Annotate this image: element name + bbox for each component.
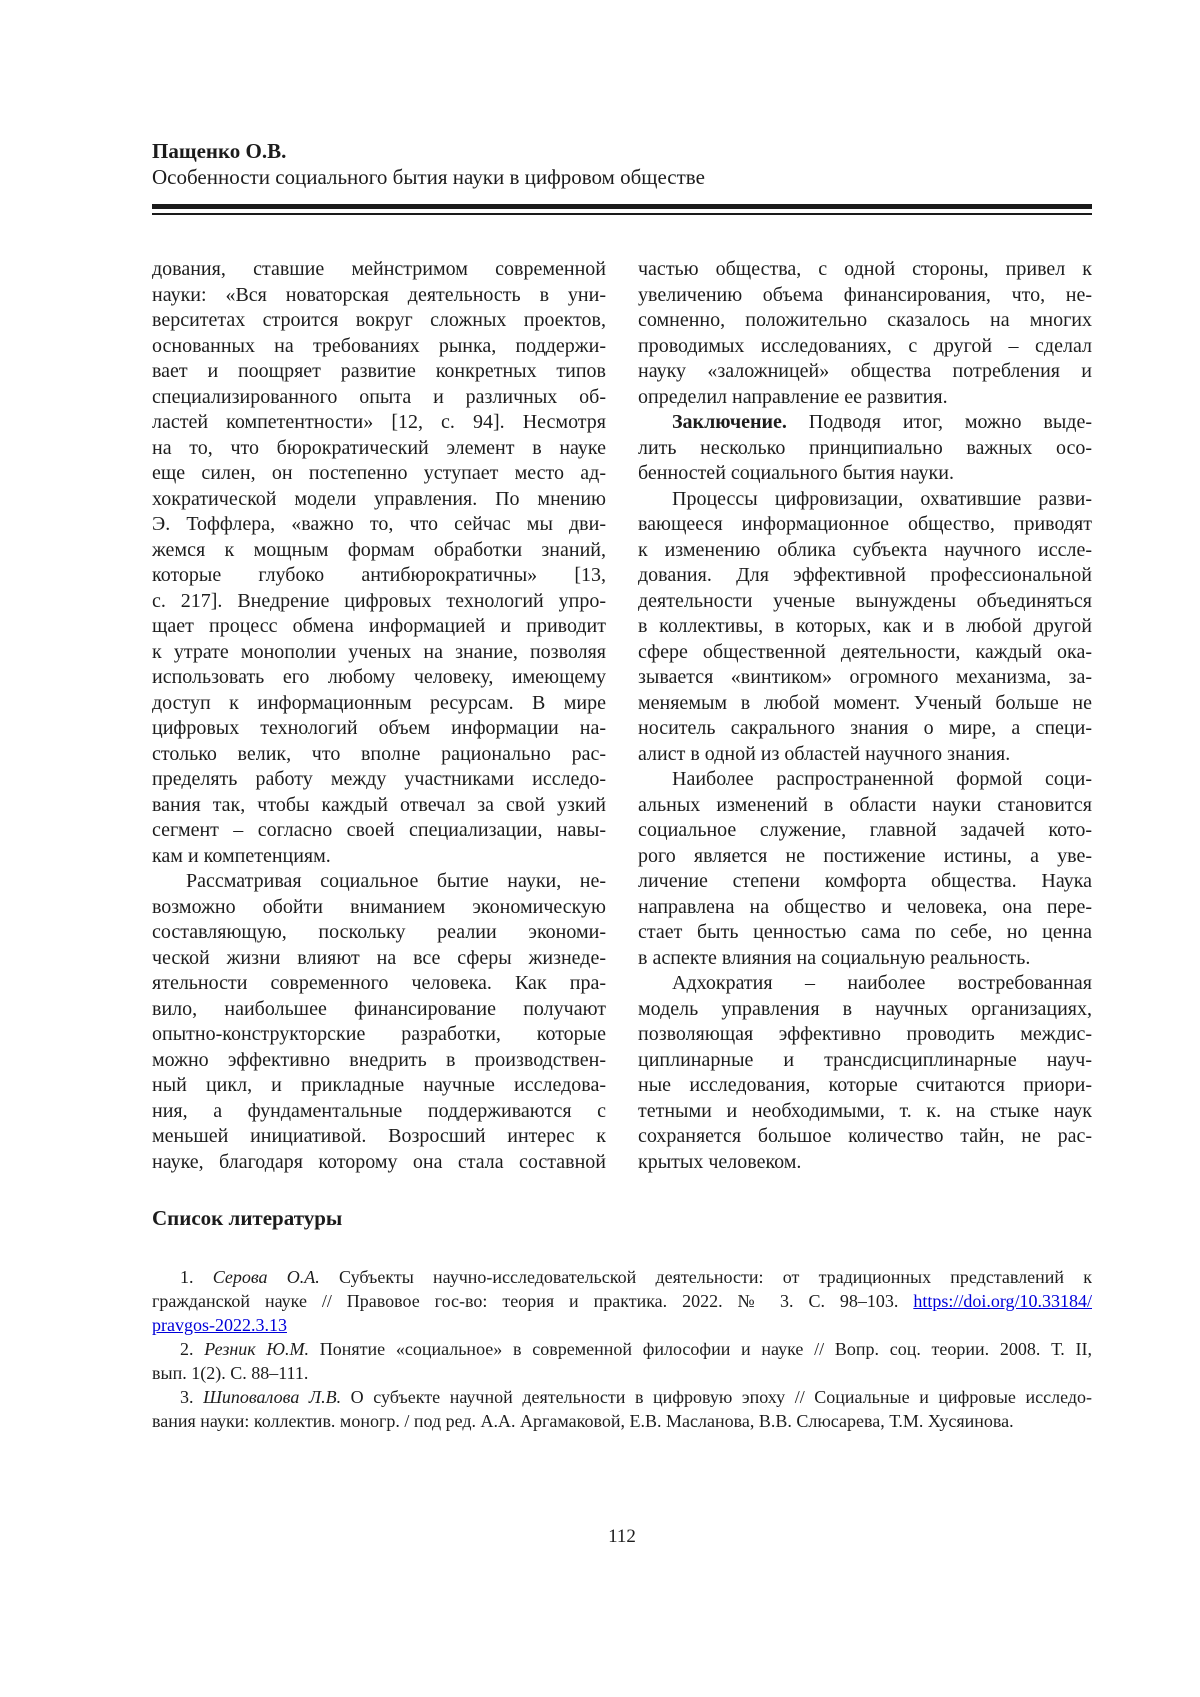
text-line: меняемым в любой момент. Ученый больше не (638, 691, 1092, 714)
text-line: увеличению объема финансирования, что, не- (638, 283, 1092, 306)
text-line: цифровых технологий объем информации на- (152, 717, 606, 739)
text-line: модель управления в научных организациях, (638, 997, 1092, 1020)
article-title: Особенности социального бытия науки в цифровом обществе (152, 165, 705, 189)
text-line: кам и компетенциям. (152, 844, 331, 867)
text-line: личение степени комфорта общества. Наука (638, 870, 1092, 892)
text-line: ческой жизни влияют на все сферы жизнеде- (152, 946, 606, 969)
reference-line (152, 1409, 1092, 1433)
text-line: ные исследования, которые считаются приори- (638, 1074, 1092, 1096)
text-line: основанных на требованиях рынка, поддержи- (152, 334, 606, 357)
left-column (152, 257, 606, 1175)
text-line: альных изменений в области науки становится (638, 793, 1092, 816)
text-line: социальное служение, главной задачей кото- (638, 819, 1092, 841)
text-segment: гражданской науке // Правовое гос-во: теория и практика. 2022. № 3. С. 98–103. (152, 1291, 914, 1311)
reference-author: Серова О.А. (212, 1267, 320, 1287)
text-line: направлена на общество и человека, она пере- (638, 895, 1092, 918)
references-section (152, 1265, 1092, 1433)
text-line: жемся к мощным формам обработки знаний, (152, 538, 606, 561)
reference-item (152, 1265, 1092, 1337)
text-line: щает процесс обмена информацией и приводит (152, 615, 606, 637)
text-line: с. 217]. Внедрение цифровых технологий упро- (152, 589, 606, 612)
text-segment: вып. 1(2). С. 88–111. (152, 1363, 309, 1383)
text-segment: 1. (180, 1267, 213, 1287)
reference-line (152, 1385, 1092, 1409)
reference-line (152, 1313, 1092, 1337)
text-line: которые глубоко антибюрократичны» [13, (152, 564, 606, 586)
text-line: проводимых исследованиях, с другой – сделал (638, 334, 1092, 357)
paragraph (638, 410, 1092, 487)
text-segment: Подводя итог, можно выде- (786, 411, 1092, 433)
body-columns (152, 257, 1092, 1175)
text-segment: 2. (180, 1339, 205, 1359)
text-line: тетными и необходимыми, т. к. на стыке наук (638, 1099, 1092, 1122)
reference-item (152, 1385, 1092, 1433)
text-line: в аспекте влияния на социальную реальность. (638, 946, 1031, 969)
text-line: на то, что бюрократический элемент в науке (152, 436, 606, 459)
text-line: возможно обойти вниманием экономическую (152, 895, 606, 918)
text-line: частью общества, с одной стороны, привел к (638, 258, 1092, 280)
text-line: Наиболее распространенной формой соци- (672, 768, 1092, 790)
text-segment: вания науки: коллектив. моногр. / под ред. А.А. Аргамаковой, Е.В. Масланова, В.В. Слюсарева, Т.М. Хусяинова. (152, 1411, 1014, 1431)
text-line: позволяющая эффективно проводить междис- (638, 1023, 1092, 1045)
text-line: опытно-конструкторские разработки, которые (152, 1023, 606, 1045)
text-line: Процессы цифровизации, охватившие разви- (672, 487, 1092, 510)
text-line: еще силен, он постепенно уступает место ад- (152, 462, 606, 484)
text-line: крытых человеком. (638, 1150, 802, 1173)
run-in-heading: Заключение. (672, 411, 787, 433)
text-line: к изменению облика субъекта научного иссле- (638, 538, 1092, 561)
text-line: сохраняется большое количество тайн, не рас- (638, 1125, 1092, 1147)
text-line (638, 410, 1092, 436)
text-line: алист в одной из областей научного знания. (638, 742, 1011, 765)
text-line: сфере общественной деятельности, каждый ока- (638, 640, 1092, 663)
paragraph (152, 257, 606, 869)
references-heading: Список литературы (152, 1206, 343, 1230)
text-line: меньшей инициативой. Возросший интерес к (152, 1125, 606, 1147)
text-line: дования, ставшие мейнстримом современной (152, 258, 606, 280)
header-rule (152, 204, 1092, 215)
text-segment: 3. (180, 1387, 204, 1407)
doi-link[interactable]: pravgos-2022.3.13 (152, 1315, 287, 1335)
text-segment: О субъекте научной деятельности в цифровую эпоху // Социальные и цифровые исследо- (341, 1387, 1093, 1407)
reference-item (152, 1337, 1092, 1385)
doi-link[interactable]: https://doi.org/10.33184/ (913, 1291, 1092, 1311)
text-line: науки: «Вся новаторская деятельность в уни- (152, 283, 606, 306)
text-line: Э. Тоффлера, «важно то, что сейчас мы дви- (152, 513, 606, 535)
text-line: бенностей социального бытия науки. (638, 462, 954, 484)
text-line: использовать его любому человеку, имеющему (152, 666, 606, 688)
reference-line (152, 1337, 1092, 1361)
text-line: в коллективы, в которых, как и в любой другой (638, 615, 1092, 637)
text-line: рого является не постижение истины, а уве- (638, 844, 1092, 867)
text-line: вающееся информационное общество, приводят (638, 513, 1092, 535)
article-header (152, 138, 1092, 215)
text-segment: Субъекты научно-исследовательской деятельности: от традиционных представлений к (319, 1267, 1093, 1287)
text-line: носитель сакрального знания о мире, а специ- (638, 717, 1092, 739)
text-line: ластей компетентности» [12, с. 94]. Несмотря (152, 411, 606, 433)
text-line: пределять работу между участниками исследо- (152, 768, 606, 790)
reference-author: Шиповалова Л.В. (203, 1387, 342, 1407)
reference-author: Резник Ю.М. (204, 1339, 309, 1359)
text-line: определил направление ее развития. (638, 385, 948, 408)
text-line: сегмент – согласно своей специализации, навы- (152, 819, 606, 841)
text-line: лить несколько принципиально важных осо- (638, 436, 1092, 459)
text-line: зывается «винтиком» огромного механизма, за- (638, 666, 1092, 688)
paragraph (152, 869, 606, 1175)
author-name: Пащенко О.В. (152, 139, 287, 163)
paragraph (638, 971, 1092, 1175)
text-line: Рассматривая социальное бытие науки, не- (186, 870, 606, 892)
text-line: дования. Для эффективной профессиональной (638, 564, 1092, 586)
text-line: циплинарные и трансдисциплинарные науч- (638, 1048, 1092, 1071)
text-line: ный цикл, и прикладные научные исследова- (152, 1074, 606, 1096)
text-line: Адхократия – наиболее востребованная (672, 972, 1092, 994)
text-line: специализированного опыта и различных об- (152, 385, 606, 408)
text-line: составляющую, поскольку реалии экономи- (152, 921, 606, 943)
paragraph (638, 487, 1092, 768)
text-line: столько велик, что вполне рационально рас- (152, 742, 606, 765)
page-number: 112 (608, 1526, 636, 1547)
text-line: стает быть ценностью сама по себе, но ценна (638, 921, 1092, 943)
text-line: науку «заложницей» общества потребления и (638, 360, 1092, 382)
text-line: вило, наибольшее финансирование получают (152, 997, 606, 1020)
right-column (638, 257, 1092, 1175)
paragraph (638, 257, 1092, 410)
reference-line (152, 1361, 1092, 1385)
text-line: верситетах строится вокруг сложных проектов, (152, 309, 606, 331)
text-line: ятельности современного человека. Как пра- (152, 972, 606, 994)
text-line: к утрате монополии ученых на знание, позволяя (152, 640, 606, 663)
paragraph (638, 767, 1092, 971)
text-line: хократической модели управления. По мнению (152, 487, 606, 510)
text-line: вания так, чтобы каждый отвечал за свой узкий (152, 793, 606, 816)
text-line: науке, благодаря которому она стала составной (152, 1150, 606, 1173)
text-line: можно эффективно внедрить в производствен- (152, 1048, 606, 1071)
text-line: ния, а фундаментальные поддерживаются с (152, 1099, 606, 1122)
text-segment: Понятие «социальное» в современной философии и науке // Вопр. соц. теории. 2008. Т. II, (309, 1339, 1093, 1359)
text-line: деятельности ученые вынуждены объединяться (638, 589, 1092, 612)
reference-line (152, 1289, 1092, 1313)
reference-line (152, 1265, 1092, 1289)
text-line: сомненно, положительно сказалось на многих (638, 309, 1092, 331)
text-line: вает и поощряет развитие конкретных типов (152, 360, 606, 382)
text-line: доступ к информационным ресурсам. В мире (152, 691, 606, 714)
